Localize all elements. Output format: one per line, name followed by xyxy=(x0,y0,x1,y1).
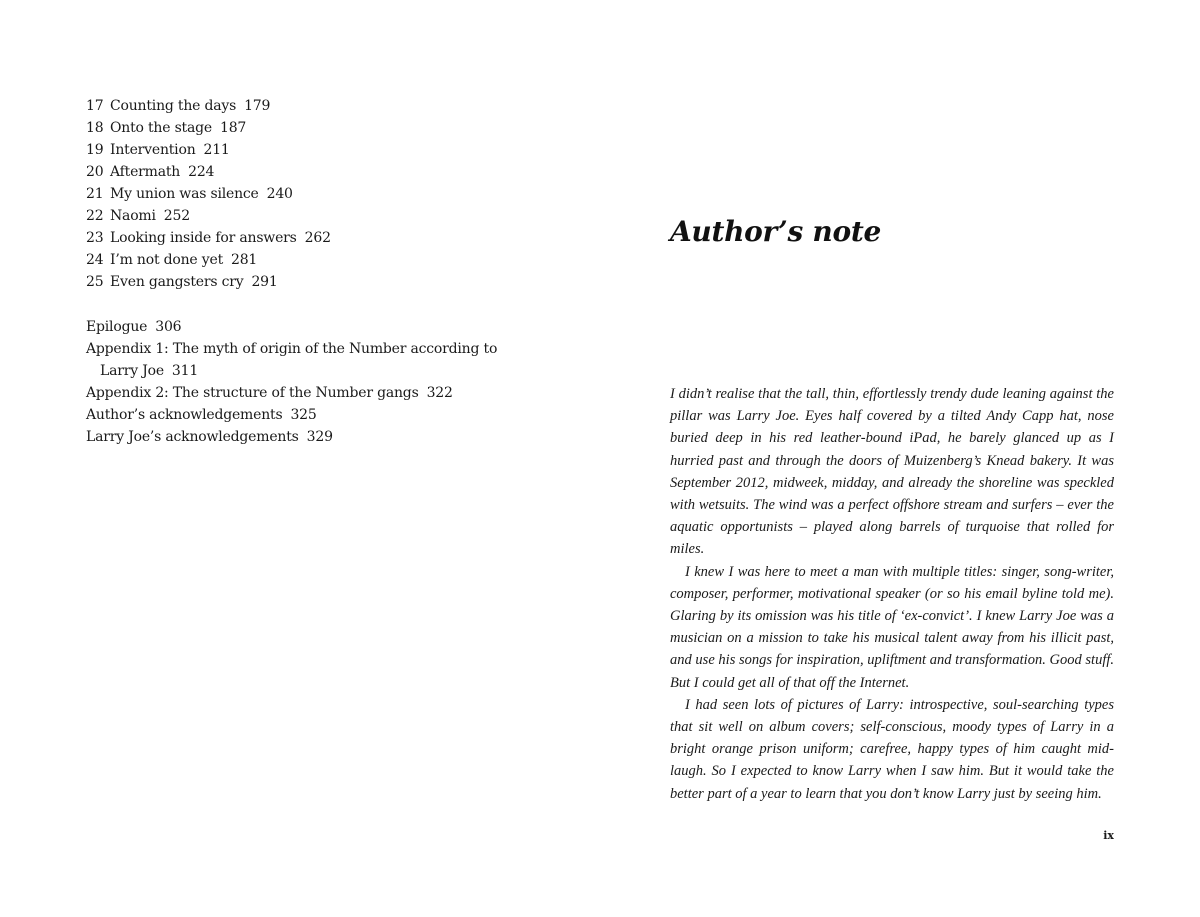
toc-page-number: 322 xyxy=(426,385,453,401)
toc-page-number: 240 xyxy=(266,186,293,202)
toc-page-number: 179 xyxy=(244,98,271,114)
toc-chapter-number: 18 xyxy=(86,120,104,136)
toc-entry-title: Appendix 1: The myth of origin of the Number according to xyxy=(86,341,498,357)
toc-page-number: 311 xyxy=(171,363,199,379)
authors-note-heading: Author’s note xyxy=(670,215,881,248)
toc-chapter-title: Naomi xyxy=(110,208,156,224)
toc-chapter-number: 21 xyxy=(86,186,104,202)
toc-chapter-number: 17 xyxy=(86,98,104,114)
toc-entry xyxy=(86,249,506,271)
toc-chapter-title: Intervention xyxy=(110,142,196,158)
toc-entry xyxy=(86,271,506,293)
toc-page-number: 224 xyxy=(188,164,215,180)
authors-note-body xyxy=(670,383,1114,805)
toc-entry xyxy=(86,426,506,448)
toc-entry-title: Epilogue xyxy=(86,319,148,335)
toc-page-number: 262 xyxy=(304,230,331,246)
toc-page-number: 291 xyxy=(251,274,278,290)
toc-page-number: 187 xyxy=(219,120,247,136)
toc-chapter-title: My union was silence xyxy=(110,186,259,202)
toc-entry xyxy=(86,316,506,338)
toc-page-number: 325 xyxy=(290,407,317,423)
toc-entry xyxy=(86,95,506,117)
contents-chapter-list xyxy=(86,95,506,293)
toc-entry xyxy=(86,338,506,382)
toc-entry xyxy=(86,161,506,183)
toc-chapter-title: I’m not done yet xyxy=(110,252,223,268)
toc-chapter-title: Even gangsters cry xyxy=(110,274,244,290)
toc-page-number: 211 xyxy=(203,142,230,158)
body-paragraph: I didn’t realise that the tall, thin, effortlessly trendy dude leaning against the pillar was Larry Joe. Eyes half covered by a tilted Andy Capp hat, nose buried deep in his red leather-bound iPad, he barely glanced up as I hurried past and through the doors of Muizenberg’s Knead bakery. It was September 2012, midweek, midday, and already the shoreline was speckled with wetsuits. The wind was a perfect offshore stream and surfers – ever the aquatic opportunists – played along barrels of turquoise that rolled for miles. xyxy=(670,386,1114,558)
right-page xyxy=(600,0,1200,917)
toc-entry xyxy=(86,382,506,404)
body-paragraph: I had seen lots of pictures of Larry: introspective, soul-searching types that sit well on album covers; self-conscious, moody types of Larry in a bright orange prison uniform; carefree, happy types of him caught mid-laugh. So I expected to know Larry when I saw him. But it would take the better part of a year to learn that you don’t know Larry just by seeing him. xyxy=(670,696,1114,802)
toc-entry-title: Appendix 2: The structure of the Number gangs xyxy=(86,385,419,401)
page-number: ix xyxy=(1103,829,1114,842)
toc-page-number: 306 xyxy=(155,319,182,335)
toc-chapter-title: Aftermath xyxy=(110,164,181,180)
toc-page-number: 281 xyxy=(231,252,258,268)
contents-back-matter-list xyxy=(86,316,506,448)
toc-page-number: 252 xyxy=(163,208,190,224)
toc-chapter-number: 23 xyxy=(86,230,104,246)
toc-chapter-number: 20 xyxy=(86,164,104,180)
toc-entry-title: Larry Joe’s acknowledgements xyxy=(86,429,299,445)
toc-chapter-title: Counting the days xyxy=(110,98,237,114)
toc-chapter-title: Onto the stage xyxy=(110,120,212,136)
toc-entry xyxy=(86,404,506,426)
toc-entry xyxy=(86,183,506,205)
toc-page-number: 329 xyxy=(306,429,333,445)
toc-entry xyxy=(86,117,506,139)
toc-entry xyxy=(86,227,506,249)
toc-chapter-number: 24 xyxy=(86,252,104,268)
toc-chapter-title: Looking inside for answers xyxy=(110,230,297,246)
toc-entry xyxy=(86,205,506,227)
toc-chapter-number: 25 xyxy=(86,274,104,290)
toc-entry-title: Author’s acknowledgements xyxy=(86,407,283,423)
toc-chapter-number: 19 xyxy=(86,142,104,158)
toc-entry xyxy=(86,139,506,161)
toc-chapter-number: 22 xyxy=(86,208,104,224)
toc-entry-title-continued: Larry Joe xyxy=(100,363,164,379)
body-paragraph: I knew I was here to meet a man with multiple titles: singer, song-writer, composer, performer, motivational speaker (or so his email byline told me). Glaring by its omission was his title of ‘ex-convict’. I knew Larry Joe was a musician on a mission to take his musical talent away from his illicit past, and use his songs for inspiration, upliftment and transformation. Good stuff. But I could get all of that off the Internet. xyxy=(670,563,1114,691)
